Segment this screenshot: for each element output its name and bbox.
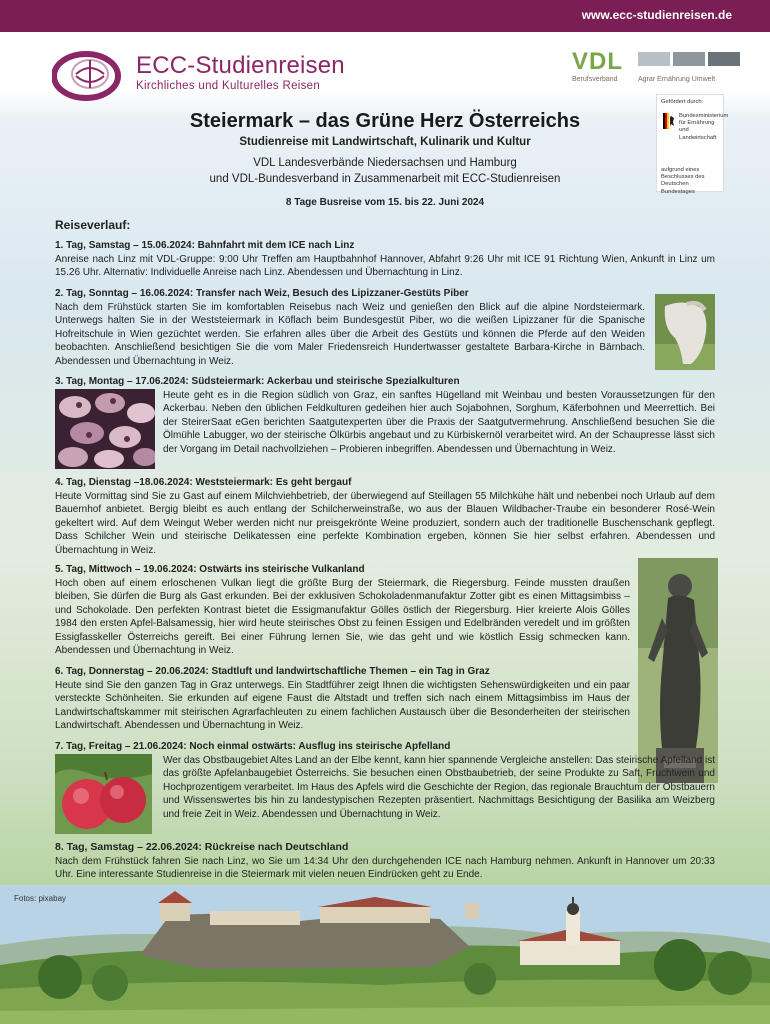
day-2-heading: 2. Tag, Sonntag – 16.06.2024: Transfer nach Weiz, Besuch des Lipizzaner-Gestüts Piber xyxy=(55,288,469,299)
vdl-subtitle-1: Berufsverband xyxy=(572,76,618,83)
day-3-text: Heute geht es in die Region südlich von Graz, ein sanftes Hügelland mit Weinbau und besten Voraussetzungen für den Ackerbau. Neben den üblichen Feldkulturen gedeihen hier auch Sojabohnen, Sorghum, Käferbohnen und Meerrettich. Bei der SteirerSaat eGen berichten Saatgutexperten über die Praxis der Saatgutvermehrung. Anschließend besuchen Sie die Ölmühle Labugger, wo der steirische Ölkürbis angebaut und zu Kürbiskernöl verarbeitet wird. An der Schaupresse lässt sich der Vorgang im Detail nachvollziehen – Probieren inbegriffen. Abendessen und Übernachtung in Weiz. xyxy=(163,390,715,455)
day-8-text: Nach dem Frühstück fahren Sie nach Linz, wo Sie um 14:34 Uhr den durchgehenden ICE nach Hamburg nehmen. Ankunft in Hannover um 20:33 Uhr. Eine interessante Studienreise in die Steiermark mit vielen neuen Eindrücken geht zu Ende. xyxy=(55,856,715,881)
statue-photo xyxy=(638,558,718,783)
ecc-logo-subtitle: Kirchliches und Kulturelles Reisen xyxy=(136,80,321,92)
day-3-heading: 3. Tag, Montag – 17.06.2024: Südsteiermark: Ackerbau und steirische Spezialkulturen xyxy=(55,376,460,387)
photo-credits: Fotos: pixabay xyxy=(14,894,67,903)
day-4-heading: 4. Tag, Dienstag –18.06.2024: Weststeiermark: Es geht bergauf xyxy=(55,477,352,488)
page-title: Steiermark – das Grüne Herz Österreichs xyxy=(189,110,581,132)
beans-photo xyxy=(55,389,155,469)
day-1-heading: 1. Tag, Samstag – 15.06.2024: Bahnfahrt mit dem ICE nach Linz xyxy=(55,240,355,251)
day-1-text: Anreise nach Linz mit VDL-Gruppe: 9:00 Uhr Treffen am Hauptbahnhof Hannover, Abfahrt 9:26 Uhr mit ICE 91 Richtung Wien, Ankunft in Linz um 15.26 Uhr. Alternativ: Individuelle Anreise nach Linz. Abendessen und Übernachtung in Linz. xyxy=(55,254,715,279)
website-link[interactable]: www.ecc-studienreisen.de xyxy=(581,8,732,22)
vdl-subtitle-2: Agrar Ernährung Umwelt xyxy=(638,76,716,83)
bmel-ministry-name: Bundesministerium für Ernährung und Landwirtschaft xyxy=(679,113,729,141)
bmel-note: aufgrund eines Beschlusses des Deutschen Bundestages xyxy=(661,167,705,195)
ecc-globe-icon xyxy=(52,46,132,102)
organizer-line-1: VDL Landesverbände Niedersachsen und Hamburg xyxy=(253,157,517,169)
bmel-supported-label: Gefördert durch: xyxy=(661,99,704,105)
horse-photo xyxy=(655,294,715,370)
top-bar xyxy=(0,0,770,32)
itinerary-heading: Reiseverlauf: xyxy=(55,218,131,232)
vdl-logo-text: VDL xyxy=(572,48,623,75)
trip-dates: 8 Tage Busreise vom 15. bis 22. Juni 2024 xyxy=(285,197,485,208)
day-8-heading: 8. Tag, Samstag – 22.06.2024: Rückreise nach Deutschland xyxy=(55,841,349,853)
day-7-heading: 7. Tag, Freitag – 21.06.2024: Noch einmal ostwärts: Ausflug ins steirische Apfelland xyxy=(55,741,451,752)
day-2-text: Nach dem Frühstück starten Sie im komfortablen Reisebus nach Weiz und genießen den Blick auf die alpine Nordsteiermark. Unterwegs halten Sie in der Weststeiermark in Köflach beim Bundesgestüt Piber, wo die weißen Lipizzaner für die Spanische Hofreitschule in Wien gezüchtet werden. Sie erfahren alles über die Arbeit des Gestüts und können die Pferde auf den Weiden beobachten. Anschließend besichtigen Sie die vom Maler Friedensreich Hundertwasser gestaltete Barbara-Kirche in Bärnbach. Abendessen und Übernachtung in Weiz. xyxy=(55,302,645,367)
vdl-color-bars xyxy=(638,52,743,71)
page-subtitle: Studienreise mit Landwirtschaft, Kulinarik und Kultur xyxy=(239,136,531,148)
day-4-text: Heute Vormittag sind Sie zu Gast auf einem Milchviehbetrieb, der überwiegend auf Steillagen 55 Milchkühe hält und nebenbei noch Urlaub auf dem Bauernhof anbietet. Bergig bleibt es auch entlang der Schilcherweinstraße, wo aus der Blauen Wildbacher-Traube ein besonderer Rosé-Wein gekeltert wird. Auf dem Weingut Weber werden nicht nur preisgekrönte Weine produziert, sondern auch der traditionelle Buschenschank gepflegt. Dass Schilcher Wein und steirische Delikatessen eine perfekte Kombination ergeben, können Sie hier selbst erfahren. Abendessen und Übernachtung in Weiz. xyxy=(55,491,715,556)
day-6-heading: 6. Tag, Donnerstag – 20.06.2024: Stadtluft und landwirtschaftliche Themen – ein Tag in Graz xyxy=(55,666,490,677)
day-5-text: Hoch oben auf einem erloschenen Vulkan liegt die größte Burg der Steiermark, die Riegersburg. Feinde mussten draußen bleiben, Sie dürfen die Burg als Gast erkunden. Bei der exklusiven Schokoladenmanufaktur Zotter gibt es einen Mittagsimbiss – und Schokolade. Den perfekten Kontrast bietet die Essigmanufaktur Gölles östlich der Riegersburg. Hier kreierte Alois Gölles 1984 den ersten Apfel-Balsamessig, hier wird heute steirisches Obst zu feinen Essigen und Edelbränden veredelt und im größten Essigfasskeller Österreichs gereift. Bei einer Führung lernen Sie, wie das geht und wie köstlich Essig schmecken kann. Abendessen und Übernachtung in Weiz. xyxy=(55,578,630,657)
day-7-text: Wer das Obstbaugebiet Altes Land an der Elbe kennt, kann hier spannende Vergleiche anstellen: Das steirische Apfelland ist das größte Apfelanbaugebiet Österreichs. Sie besuchen einen Obstbaubetrieb, der seine Produkte zu Saft, Fruchtwein und Hochprozentigem verarbeitet. Im Haus des Apfels wird die Geschichte der Region, das regionale Brauchtum der Obstbauern und Wissenswertes bis hin zu landestypischen Rezepten präsentiert. Nachmittags Besichtigung der Basilika am Weizberg und freie Zeit in Weiz. Abendessen und Übernachtung in Weiz. xyxy=(163,755,715,820)
vdl-logo xyxy=(572,48,752,98)
ecc-logo xyxy=(52,46,352,102)
day-5-heading: 5. Tag, Mittwoch – 19.06.2024: Ostwärts ins steirische Vulkanland xyxy=(55,564,365,575)
day-6-text: Heute sind Sie den ganzen Tag in Graz unterwegs. Ein Stadtführer zeigt Ihnen die wichtigsten Sehenswürdigkeiten und ein paar versteckte Schönheiten. Sie erkunden auf eigene Faust die Altstadt und treffen sich nach einem Mittagsimbiss im Haus der Landwirtschaftskammer mit steirischen Agrarfachleuten zu einem fachlichen Austausch über die Besonderheiten der steirischen Landwirtschaft. Abendessen und Übernachtung in Weiz. xyxy=(55,680,630,732)
ecc-logo-title: ECC-Studienreisen xyxy=(136,52,345,79)
riegersburg-castle-photo xyxy=(0,885,770,1024)
apples-photo xyxy=(55,754,152,834)
organizer-line-2: und VDL-Bundesverband in Zusammenarbeit mit ECC-Studienreisen xyxy=(209,173,561,185)
